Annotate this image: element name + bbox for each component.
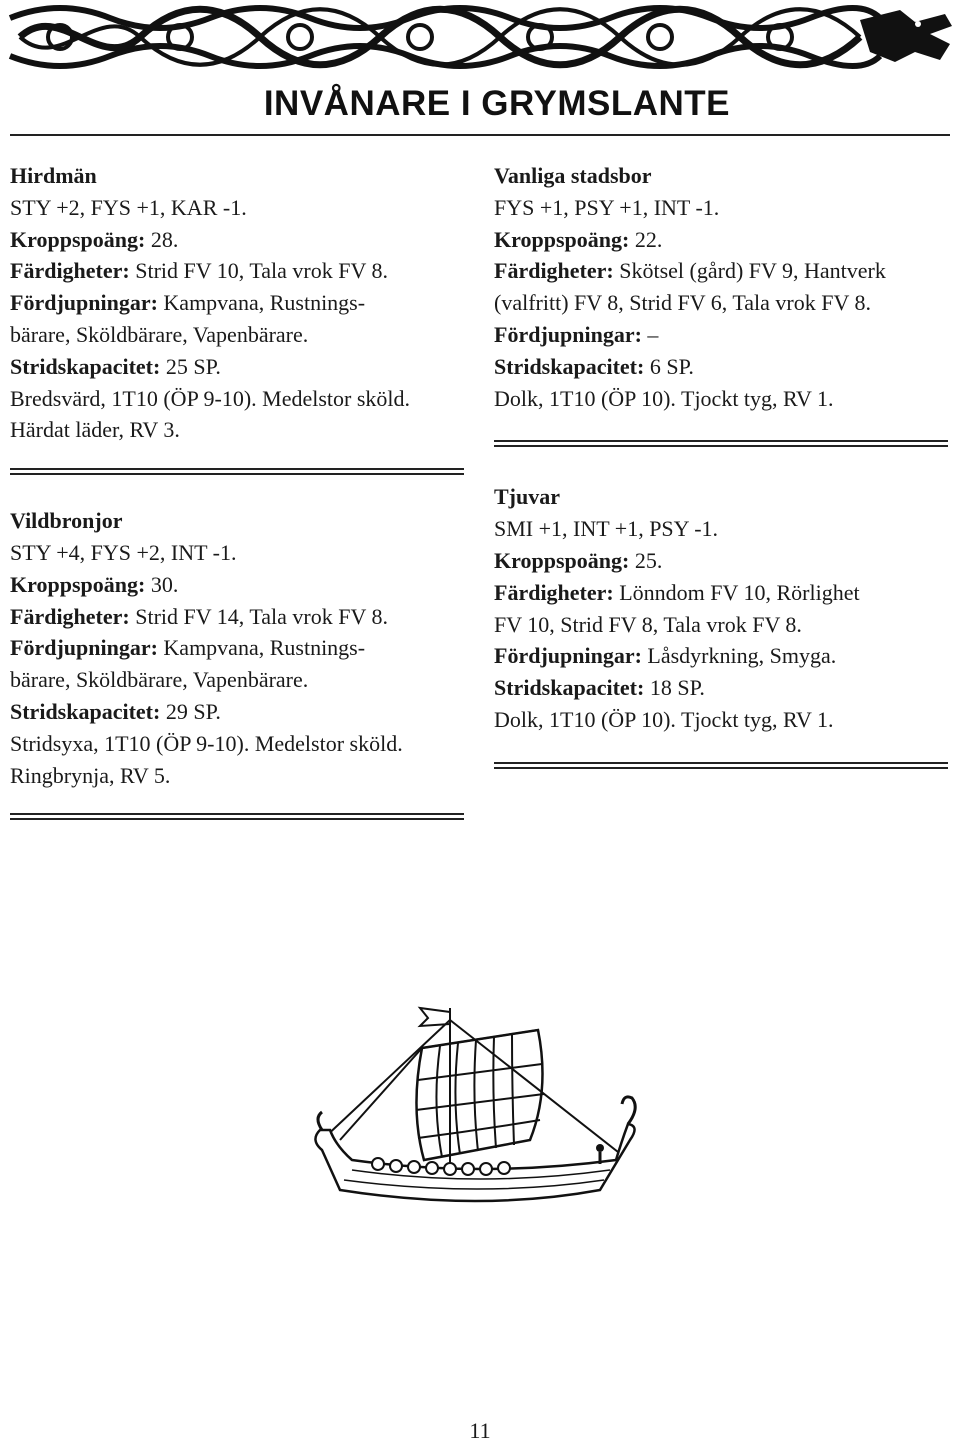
section-divider bbox=[10, 813, 464, 820]
section-divider bbox=[494, 762, 948, 769]
stat-line: Stridskapacitet: 29 SP. bbox=[10, 698, 221, 724]
stat-line: Dolk, 1T10 (ÖP 10). Tjockt tyg, RV 1. bbox=[494, 385, 834, 411]
stat-line: Kroppspoäng: 28. bbox=[10, 226, 179, 252]
stat-line: (valfritt) FV 8, Strid FV 6, Tala vrok FV 8. bbox=[494, 290, 871, 316]
title-rule bbox=[10, 134, 950, 136]
stat-line: Fördjupningar: Kampvana, Rustnings- bbox=[10, 635, 366, 661]
stat-line: FYS +1, PSY +1, INT -1. bbox=[494, 194, 720, 220]
stat-block-tjuvar bbox=[494, 481, 954, 735]
stat-line: STY +2, FYS +1, KAR -1. bbox=[10, 194, 247, 220]
stat-block-hirdman bbox=[10, 160, 470, 446]
stat-block-name: Vanliga stadsbor bbox=[494, 163, 652, 188]
stat-line: Kroppspoäng: 22. bbox=[494, 226, 663, 252]
stat-line: Kroppspoäng: 25. bbox=[494, 547, 663, 573]
longship-illustration bbox=[300, 990, 660, 1230]
stat-line: SMI +1, INT +1, PSY -1. bbox=[494, 516, 719, 542]
section-divider bbox=[10, 468, 464, 475]
stat-line: Stridskapacitet: 6 SP. bbox=[494, 353, 694, 379]
stat-line: FV 10, Strid FV 8, Tala vrok FV 8. bbox=[494, 611, 802, 637]
stat-line: Färdigheter: Skötsel (gård) FV 9, Hantverk bbox=[494, 258, 886, 284]
section-divider bbox=[494, 440, 948, 447]
stat-line: Ringbrynja, RV 5. bbox=[10, 762, 171, 788]
page-title: INVÅNARE I GRYMSLANTE bbox=[263, 84, 730, 123]
stat-block-name: Vildbronjor bbox=[10, 508, 123, 534]
stat-line: bärare, Sköldbärare, Vapenbärare. bbox=[10, 667, 309, 693]
stat-line: Färdigheter: Strid FV 14, Tala vrok FV 8. bbox=[10, 603, 388, 629]
stat-block-vanliga-stadsbor bbox=[494, 160, 954, 414]
stat-line: Bredsvärd, 1T10 (ÖP 9-10). Medelstor sköld. bbox=[10, 385, 411, 411]
stat-line: Stridskapacitet: 18 SP. bbox=[494, 675, 705, 701]
left-column bbox=[10, 160, 470, 820]
stat-line: Fördjupningar: – bbox=[494, 321, 659, 347]
stat-line: Kroppspoäng: 30. bbox=[10, 571, 179, 597]
knotwork-banner bbox=[0, 0, 960, 80]
stat-line: Fördjupningar: Kampvana, Rustnings- bbox=[10, 290, 366, 316]
stat-line: Stridskapacitet: 25 SP. bbox=[10, 353, 221, 379]
stat-block-name: Tjuvar bbox=[494, 484, 560, 510]
stat-block-name: Hirdmän bbox=[10, 163, 97, 188]
page-number: 11 bbox=[469, 1418, 491, 1443]
stat-line: Färdigheter: Lönndom FV 10, Rörlighet bbox=[494, 579, 860, 605]
right-column bbox=[494, 160, 954, 769]
stat-line: Härdat läder, RV 3. bbox=[10, 417, 180, 443]
stat-line: Stridsyxa, 1T10 (ÖP 9-10). Medelstor sköld. bbox=[10, 730, 403, 756]
stat-line: Fördjupningar: Låsdyrkning, Smyga. bbox=[494, 643, 837, 669]
stat-line: bärare, Sköldbärare, Vapenbärare. bbox=[10, 321, 309, 347]
stat-line: STY +4, FYS +2, INT -1. bbox=[10, 539, 237, 565]
stat-line: Färdigheter: Strid FV 10, Tala vrok FV 8. bbox=[10, 258, 388, 284]
stat-line: Dolk, 1T10 (ÖP 10). Tjockt tyg, RV 1. bbox=[494, 706, 834, 732]
stat-block-vildbronjor bbox=[10, 505, 470, 791]
